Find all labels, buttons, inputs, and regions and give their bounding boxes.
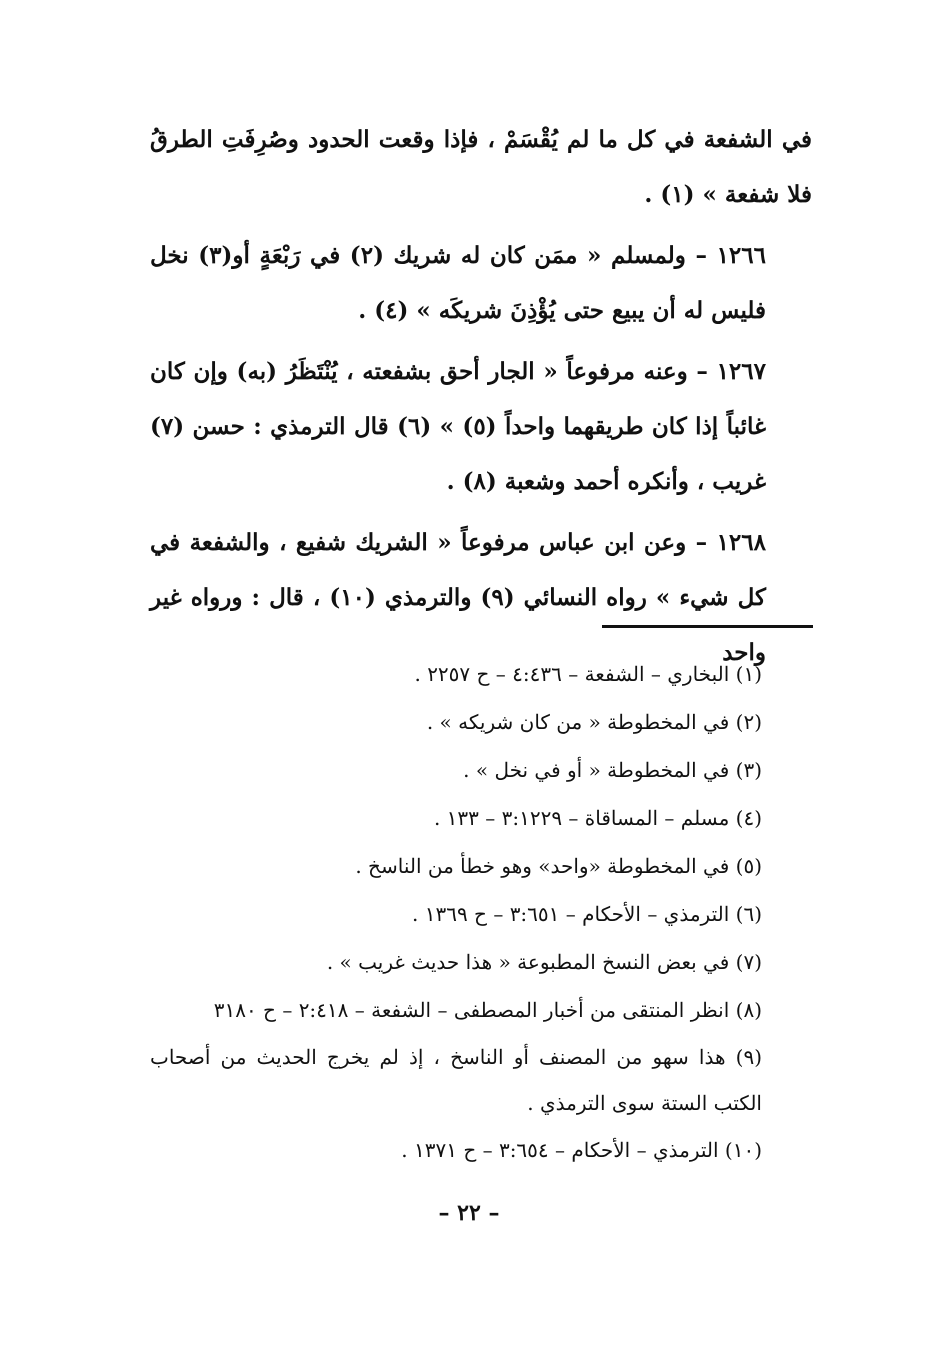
footnote-4: (٤) مسلم – المساقاة – ٣:١٢٢٩ – ١٣٣ . [433,806,762,830]
footnote-5: (٥) في المخطوطة «واحد» وهو خطأ من الناسخ . [355,854,762,878]
footnote-1: (١) البخاري – الشفعة – ٤:٤٣٦ – ح ٢٢٥٧ . [414,662,762,686]
footnote-8: (٨) انظر المنتقى من أخبار المصطفى – الشفعة – ٢:٤١٨ – ح ٣١٨٠ [213,998,762,1022]
footnote-9: (٩) هذا سهو من المصنف أو الناسخ ، إذ لم يخرج الحديث من أصحاب الكتب الستة سوى الترمذي . [150,1045,762,1115]
footnote-10: (١٠) الترمذي – الأحكام – ٣:٦٥٤ – ح ١٣٧١ . [401,1138,762,1162]
main-text [150,112,812,680]
footnote-3: (٣) في المخطوطة « أو في نخل » . [463,758,762,782]
footnote-2: (٢) في المخطوطة « من كان شريكه » . [426,710,762,734]
hadith-1268: ١٢٦٨ – وعن ابن عباس مرفوعاً « الشريك شفيع ، والشفعة في كل شيء » رواه النسائي (٩) والترمذي (١٠) ، قال : ورواه غير واحد [150,529,767,666]
footnote-7: (٧) في بعض النسخ المطبوعة « هذا حديث غريب » . [326,950,762,974]
paragraph-continuation: في الشفعة في كل ما لم يُقْسَمْ ، فإذا وقعت الحدود وصُرِفَتِ الطرقُ فلا شفعة » (١) . [150,126,812,208]
footnotes [150,650,762,1174]
page-number: – ٢٢ – [438,1200,500,1226]
hadith-1267: ١٢٦٧ – وعنه مرفوعاً « الجار أحق بشفعته ، يُنْتَظَرُ (به) وإن كان غائباً إذا كان طريقهما واحداً (٥) » (٦) قال الترمذي : حسن (٧) غريب ، وأنكره أحمد وشعبة (٨) . [150,358,767,495]
footnote-6: (٦) الترمذي – الأحكام – ٣:٦٥١ – ح ١٣٦٩ . [412,902,762,926]
hadith-1266: ١٢٦٦ – ولمسلم « ممَن كان له شريك (٢) في رَبْعَةٍ أو(٣) نخل فليس له أن يبيع حتى يُؤْذِنَ شريكَه » (٤) . [150,242,766,324]
footnote-separator [602,625,813,628]
